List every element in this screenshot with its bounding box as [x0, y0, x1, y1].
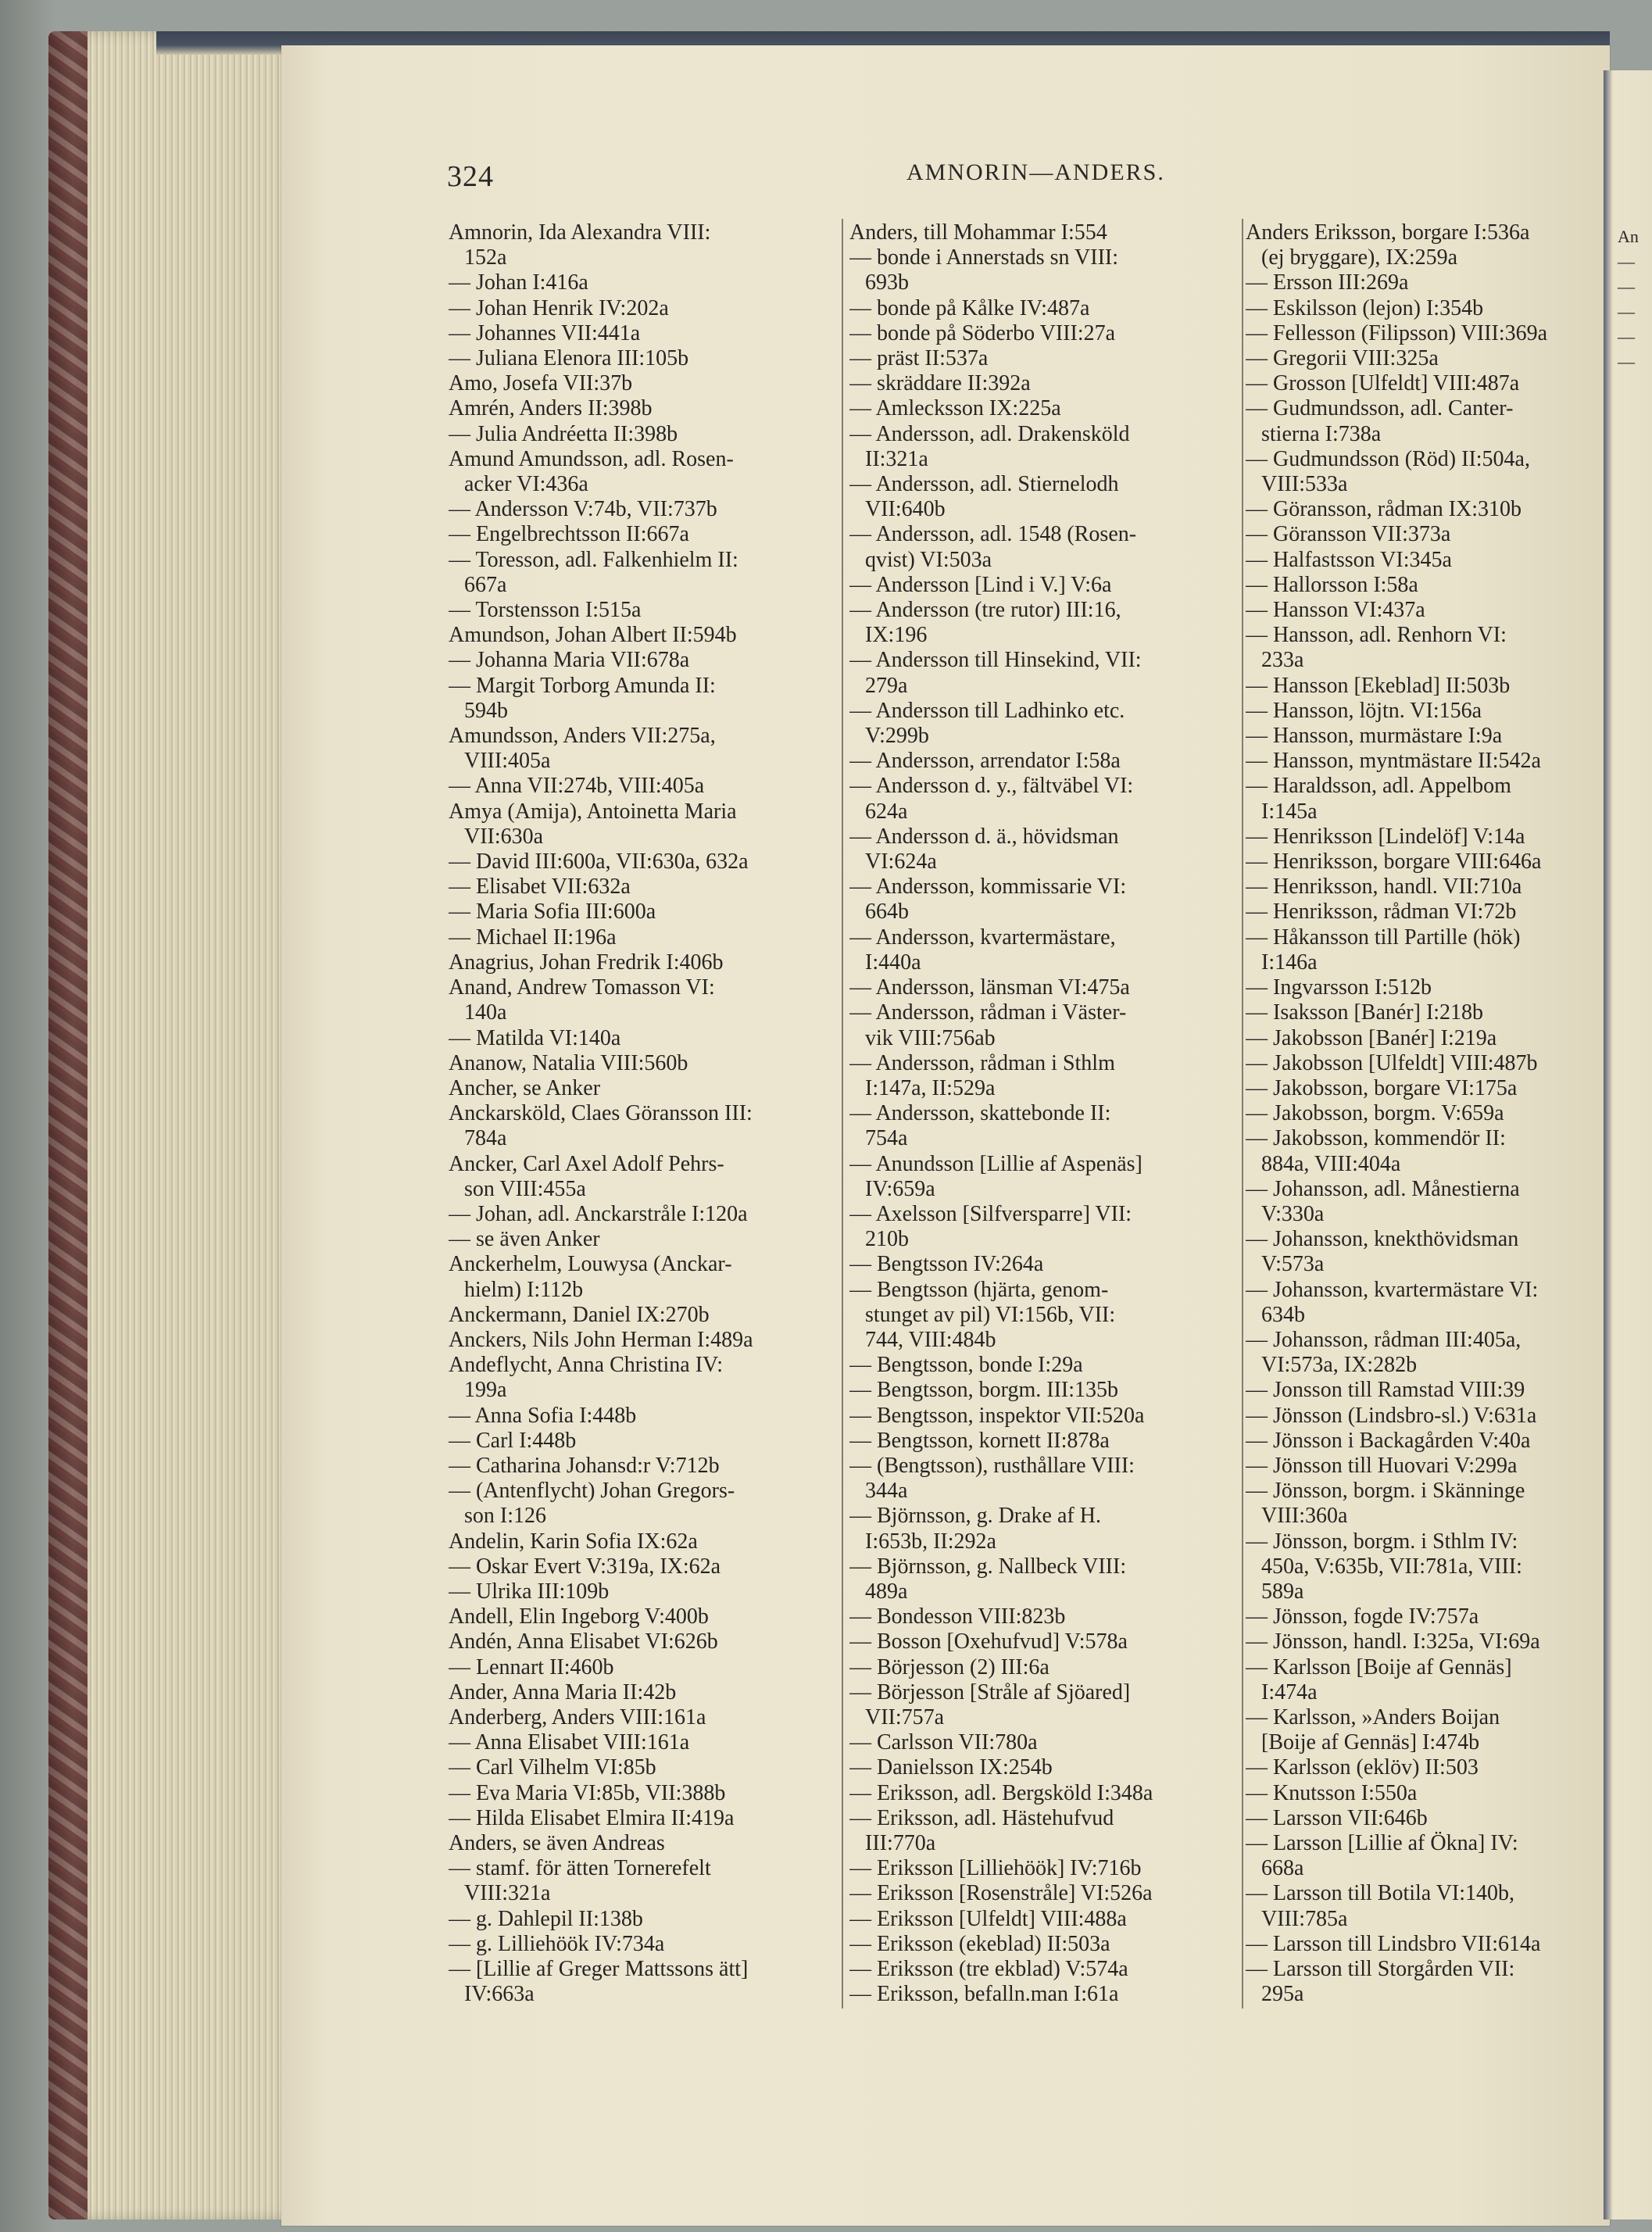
index-entry-line: — Jönsson, handl. I:325a, VI:69a [1246, 1629, 1540, 1654]
index-entry-line: — Bengtsson IV:264a [849, 1252, 1044, 1277]
index-entry-line: — Andersson V:74b, VII:737b [449, 497, 717, 522]
index-entry-line: — Carl I:448b [449, 1428, 577, 1453]
index-entry-line: — Halfastsson VI:345a [1246, 547, 1452, 572]
index-entry-line: — Larsson till Botila VI:140b, [1246, 1881, 1515, 1906]
index-entry-line: — Andersson till Ladhinko etc. [849, 698, 1125, 723]
index-entry-line: — Eriksson (tre ekblad) V:574a [849, 1957, 1128, 1982]
index-entry-line: V:573a [1261, 1252, 1325, 1277]
index-entry-line: 668a [1261, 1856, 1304, 1881]
index-entry-line: son I:126 [464, 1504, 546, 1529]
index-entry-line: vik VIII:756ab [865, 1025, 996, 1050]
index-entry-line: — bonde på Söderbo VIII:27a [849, 320, 1116, 345]
index-entry-line: — se även Anker [449, 1227, 600, 1252]
index-entry-line: — stamf. för ätten Tornerefelt [449, 1856, 711, 1881]
index-entry-line: III:770a [865, 1831, 936, 1855]
index-entry-line: — David III:600a, VII:630a, 632a [449, 850, 749, 875]
index-entry-line: — Anna VII:274b, VIII:405a [449, 774, 705, 799]
index-entry-line: — bonde i Annerstads sn VIII: [849, 245, 1118, 270]
index-entry-line: VII:640b [865, 497, 946, 522]
index-entry-line: 594b [464, 698, 508, 723]
index-entry-line: — Andersson, rådman i Sthlm [849, 1050, 1115, 1075]
index-entry-line: Anckerhelm, Louwysa (Anckar- [449, 1252, 732, 1277]
index-entry-line: — Göransson VII:373a [1246, 522, 1451, 547]
index-entry-line: — Karlsson (eklöv) II:503 [1246, 1755, 1479, 1780]
index-entry-line: — Ingvarsson I:512b [1246, 975, 1432, 1000]
index-entry-line: — Jonsson till Ramstad VIII:39 [1246, 1378, 1525, 1403]
index-entry-line: — Jakobsson, kommendör II: [1246, 1126, 1506, 1151]
index-entry-line: — Andersson, kvartermästare, [849, 925, 1116, 950]
index-entry-line: Anckermann, Daniel IX:270b [449, 1302, 710, 1327]
index-entry-line: Ancher, se Anker [449, 1075, 601, 1100]
index-entry-line: — Henriksson, rådman VI:72b [1246, 900, 1517, 925]
index-entry-line: Anders, till Mohammar I:554 [849, 220, 1107, 245]
index-entry-line: Amundsson, Anders VII:275a, [449, 724, 716, 749]
index-entry-line: — Oskar Evert V:319a, IX:62a [449, 1554, 721, 1579]
index-entry-line: — Julia Andréetta II:398b [449, 421, 678, 446]
index-entry-line: I:474a [1261, 1679, 1318, 1704]
index-entry-line: Amnorin, Ida Alexandra VIII: [449, 220, 711, 245]
index-entry-line: — (Bengtsson), rusthållare VIII: [849, 1453, 1135, 1478]
index-entry-line: — Bengtsson, inspektor VII:520a [849, 1403, 1145, 1428]
index-entry-line: VI:573a, IX:282b [1261, 1353, 1418, 1378]
index-entry-line: Andén, Anna Elisabet VI:626b [449, 1629, 718, 1654]
index-entry-line: — Johan I:416a [449, 270, 588, 295]
index-entry-line: — Jakobsson, borgm. V:659a [1246, 1101, 1504, 1126]
index-entry-line: — Andersson, arrendator I:58a [849, 749, 1121, 774]
index-entry-line: 624a [865, 799, 908, 824]
index-entry-line: — Andersson, länsman VI:475a [849, 975, 1130, 1000]
index-entry-line: Anckers, Nils John Herman I:489a [449, 1327, 753, 1352]
index-entry-line: — präst II:537a [849, 346, 989, 371]
index-entry-line: — Eriksson [Rosenstråle] VI:526a [849, 1881, 1153, 1906]
index-entry-line: — Göransson, rådman IX:310b [1246, 497, 1522, 522]
index-entry-line: — Johannes VII:441a [449, 320, 641, 345]
index-entry-line: — Ersson III:269a [1246, 270, 1409, 295]
index-entry-line: — Eriksson (ekeblad) II:503a [849, 1931, 1110, 1956]
index-entry-line: — Andersson d. ä., hövidsman [849, 824, 1119, 849]
facing-page-fragment: — [1618, 327, 1635, 346]
index-entry-line: — Eriksson, befalln.man I:61a [849, 1982, 1119, 2007]
facing-page-fragment: — [1618, 302, 1635, 321]
index-entry-line: — Gudmundsson (Röd) II:504a, [1246, 446, 1530, 471]
facing-page-edge [1604, 70, 1652, 2219]
index-entry-line: Anagrius, Johan Fredrik I:406b [449, 950, 724, 975]
index-entry-line: — Johan Henrik IV:202a [449, 295, 669, 320]
index-entry-line: 744, VIII:484b [865, 1327, 996, 1352]
index-entry-line: — Bondesson VIII:823b [849, 1604, 1066, 1629]
index-entry-line: — Andersson d. y., fältväbel VI: [849, 774, 1134, 799]
index-entry-line: — Börjesson (2) III:6a [849, 1654, 1049, 1679]
index-entry-line: — Anundsson [Lillie af Aspenäs] [849, 1151, 1142, 1176]
index-column-3 [1246, 220, 1602, 2007]
index-entry-line: son VIII:455a [464, 1176, 586, 1201]
index-entry-line: — Fellesson (Filipsson) VIII:369a [1246, 320, 1548, 345]
index-entry-line: — Henriksson [Lindelöf] V:14a [1246, 824, 1525, 849]
index-entry-line: — Anna Elisabet VIII:161a [449, 1730, 690, 1755]
index-entry-line: I:145a [1261, 799, 1318, 824]
index-entry-line: VII:757a [865, 1704, 945, 1729]
index-entry-line: — Henriksson, handl. VII:710a [1246, 875, 1522, 900]
index-entry-line: — Larsson [Lillie af Ökna] IV: [1246, 1831, 1518, 1855]
index-entry-line: Anand, Andrew Tomasson VI: [449, 975, 715, 1000]
index-entry-line: Ander, Anna Maria II:42b [449, 1679, 677, 1704]
index-entry-line: — Gregorii VIII:325a [1246, 346, 1439, 371]
index-entry-line: — Anna Sofia I:448b [449, 1403, 637, 1428]
index-entry-line: — Johansson, adl. Månestierna [1246, 1176, 1520, 1201]
index-entry-line: — Bengtsson, borgm. III:135b [849, 1378, 1119, 1403]
index-entry-line: qvist) VI:503a [865, 547, 992, 572]
index-entry-line: V:330a [1261, 1201, 1325, 1226]
index-entry-line: — Karlsson [Boije af Gennäs] [1246, 1654, 1512, 1679]
index-entry-line: — Andersson, adl. Stiernelodh [849, 472, 1119, 497]
index-entry-line: — Larsson VII:646b [1246, 1805, 1428, 1830]
index-entry-line: Andell, Elin Ingeborg V:400b [449, 1604, 709, 1629]
index-entry-line: — Jönsson, borgm. i Skänninge [1246, 1479, 1525, 1504]
index-entry-line: — Jönsson (Lindsbro-sl.) V:631a [1246, 1403, 1537, 1428]
facing-page-fragment: — [1618, 352, 1635, 371]
index-entry-line: — g. Lilliehöök IV:734a [449, 1931, 665, 1956]
index-entry-line: — Engelbrechtsson II:667a [449, 522, 689, 547]
index-entry-line: hielm) I:112b [464, 1277, 584, 1302]
index-entry-line: — Margit Torborg Amunda II: [449, 673, 716, 698]
index-entry-line: — Jakobsson [Ulfeldt] VIII:487b [1246, 1050, 1538, 1075]
facing-page-fragment: — [1618, 252, 1635, 271]
index-entry-line: VIII:405a [464, 749, 551, 774]
index-entry-line: — Bengtsson, kornett II:878a [849, 1428, 1110, 1453]
column-rule-2 [1242, 219, 1243, 2008]
page-edges [88, 31, 299, 2219]
index-entry-line: — Carlsson VII:780a [849, 1730, 1038, 1755]
index-entry-line: — Eriksson, adl. Hästehufvud [849, 1805, 1114, 1830]
index-entry-line: — Isaksson [Banér] I:218b [1246, 1000, 1484, 1025]
index-entry-line: 233a [1261, 648, 1304, 673]
index-entry-line: — Henriksson, borgare VIII:646a [1246, 850, 1542, 875]
index-entry-line: Amund Amundsson, adl. Rosen- [449, 446, 734, 471]
running-head: AMNORIN—ANDERS. [906, 159, 1165, 185]
index-entry-line: Ananow, Natalia VIII:560b [449, 1050, 688, 1075]
index-entry-line: Amundson, Johan Albert II:594b [449, 623, 737, 648]
index-entry-line: VIII:785a [1261, 1906, 1348, 1931]
index-entry-line: 884a, VIII:404a [1261, 1151, 1401, 1176]
index-entry-line: — g. Dahlepil II:138b [449, 1906, 643, 1931]
index-entry-line: Andelin, Karin Sofia IX:62a [449, 1529, 698, 1554]
index-entry-line: — Toresson, adl. Falkenhielm II: [449, 547, 738, 572]
index-entry-line: — Hallorsson I:58a [1246, 572, 1418, 597]
index-entry-line: — Eriksson [Lilliehöök] IV:716b [849, 1856, 1142, 1881]
index-entry-line: — Matilda VI:140a [449, 1025, 621, 1050]
index-entry-line: Anckarsköld, Claes Göransson III: [449, 1101, 753, 1126]
page-number: 324 [447, 160, 494, 193]
index-entry-line: — Jakobsson [Banér] I:219a [1246, 1025, 1497, 1050]
index-entry-line: — Michael II:196a [449, 925, 617, 950]
index-entry-line: 784a [464, 1126, 507, 1151]
index-entry-line: 295a [1261, 1982, 1304, 2007]
index-entry-line: [Boije af Gennäs] I:474b [1261, 1730, 1480, 1755]
index-entry-line: Anders Eriksson, borgare I:536a [1246, 220, 1530, 245]
index-entry-line: 199a [464, 1378, 507, 1403]
index-entry-line: Anderberg, Anders VIII:161a [449, 1704, 706, 1729]
index-entry-line: — Björnsson, g. Nallbeck VIII: [849, 1554, 1127, 1579]
index-entry-line: — Eriksson, adl. Bergsköld I:348a [849, 1780, 1153, 1805]
index-entry-line: VII:630a [464, 824, 544, 849]
column-rule-1 [842, 219, 843, 2008]
index-entry-line: — Lennart II:460b [449, 1654, 614, 1679]
index-entry-line: — Maria Sofia III:600a [449, 900, 656, 925]
index-entry-line: — Elisabet VII:632a [449, 875, 631, 900]
index-entry-line: acker VI:436a [464, 472, 588, 497]
index-entry-line: — Bengtsson, bonde I:29a [849, 1353, 1083, 1378]
index-entry-line: Anders, se även Andreas [449, 1831, 665, 1855]
index-entry-line: — Ulrika III:109b [449, 1579, 610, 1604]
facing-page-fragment: An [1618, 227, 1639, 246]
index-entry-line: I:147a, II:529a [865, 1075, 996, 1100]
index-column-2 [849, 220, 1230, 2007]
index-entry-line: — Bosson [Oxehufvud] V:578a [849, 1629, 1128, 1654]
index-entry-line: — Eva Maria VI:85b, VII:388b [449, 1780, 726, 1805]
index-entry-line: 344a [865, 1479, 908, 1504]
index-entry-line: — Karlsson, »Anders Boijan [1246, 1704, 1500, 1729]
index-entry-line: — Hansson, myntmästare II:542a [1246, 749, 1541, 774]
index-entry-line: IV:663a [464, 1982, 535, 2007]
index-entry-line: (ej bryggare), IX:259a [1261, 245, 1458, 270]
index-entry-line: — Haraldsson, adl. Appelbom [1246, 774, 1511, 799]
index-entry-line: — Hansson [Ekeblad] II:503b [1246, 673, 1511, 698]
index-entry-line: — Carl Vilhelm VI:85b [449, 1755, 656, 1780]
index-entry-line: — Andersson, adl. Drakensköld [849, 421, 1130, 446]
index-entry-line: 450a, V:635b, VII:781a, VIII: [1261, 1554, 1522, 1579]
index-entry-line: — Björnsson, g. Drake af H. [849, 1504, 1101, 1529]
index-entry-line: 693b [865, 270, 909, 295]
index-entry-line: — bonde på Kålke IV:487a [849, 295, 1090, 320]
index-entry-line: IV:659a [865, 1176, 935, 1201]
index-entry-line: — Eriksson [Ulfeldt] VIII:488a [849, 1906, 1127, 1931]
index-entry-line: — Torstensson I:515a [449, 598, 642, 623]
index-entry-line: — Andersson, kommissarie VI: [849, 875, 1127, 900]
index-entry-line: — Andersson, rådman i Väster- [849, 1000, 1127, 1025]
index-entry-line: I:146a [1261, 950, 1318, 975]
index-entry-line: 634b [1261, 1302, 1305, 1327]
index-entry-line: — Larsson till Storgården VII: [1246, 1957, 1515, 1982]
index-entry-line: — Larsson till Lindsbro VII:614a [1246, 1931, 1541, 1956]
index-entry-line: 667a [464, 572, 507, 597]
index-entry-line: 210b [865, 1227, 909, 1252]
index-entry-line: 589a [1261, 1579, 1304, 1604]
index-entry-line: — Danielsson IX:254b [849, 1755, 1053, 1780]
index-entry-line: — Amlecksson IX:225a [849, 396, 1061, 421]
index-entry-line: — Jönsson till Huovari V:299a [1246, 1453, 1518, 1478]
index-entry-line: — Hansson, löjtn. VI:156a [1246, 698, 1482, 723]
index-entry-line: VI:624a [865, 850, 937, 875]
index-column-1 [449, 220, 824, 2007]
index-entry-line: — Hansson, murmästare I:9a [1246, 724, 1503, 749]
index-entry-line: 140a [464, 1000, 507, 1025]
index-entry-line: — Johansson, knekthövidsman [1246, 1227, 1519, 1252]
index-entry-line: — Grosson [Ulfeldt] VIII:487a [1246, 371, 1520, 396]
index-entry-line: — Jönsson i Backagården V:40a [1246, 1428, 1531, 1453]
index-entry-line: 754a [865, 1126, 908, 1151]
index-entry-line: — Johansson, kvartermästare VI: [1246, 1277, 1539, 1302]
index-entry-line: VIII:533a [1261, 472, 1348, 497]
index-entry-line: — [Lillie af Greger Mattssons ätt] [449, 1957, 749, 1982]
index-entry-line: 664b [865, 900, 909, 925]
index-entry-line: Ancker, Carl Axel Adolf Pehrs- [449, 1151, 724, 1176]
index-entry-line: 279a [865, 673, 908, 698]
index-entry-line: — Hansson VI:437a [1246, 598, 1425, 623]
index-entry-line: — Jakobsson, borgare VI:175a [1246, 1075, 1518, 1100]
index-entry-line: Amya (Amija), Antoinetta Maria [449, 799, 737, 824]
index-entry-line: — Eskilsson (lejon) I:354b [1246, 295, 1484, 320]
index-entry-line: — Axelsson [Silfversparre] VII: [849, 1201, 1132, 1226]
index-entry-line: Amrén, Anders II:398b [449, 396, 653, 421]
index-entry-line: — Andersson, skattebonde II: [849, 1101, 1111, 1126]
index-entry-line: 489a [865, 1579, 908, 1604]
index-entry-line: V:299b [865, 724, 929, 749]
index-entry-line: — skräddare II:392a [849, 371, 1031, 396]
index-entry-line: — Andersson, adl. 1548 (Rosen- [849, 522, 1137, 547]
index-entry-line: I:653b, II:292a [865, 1529, 996, 1554]
index-entry-line: — Johan, adl. Anckarstråle I:120a [449, 1201, 748, 1226]
index-entry-line: — Gudmundsson, adl. Canter- [1246, 396, 1514, 421]
index-entry-line: — Johanna Maria VII:678a [449, 648, 690, 673]
facing-page-fragment: — [1618, 277, 1635, 296]
index-entry-line: IX:196 [865, 623, 928, 648]
index-entry-line: Amo, Josefa VII:37b [449, 371, 633, 396]
index-entry-line: — Jönsson, borgm. i Sthlm IV: [1246, 1529, 1518, 1554]
index-entry-line: — Hilda Elisabet Elmira II:419a [449, 1805, 735, 1830]
index-entry-line: — Hansson, adl. Renhorn VI: [1246, 623, 1507, 648]
index-entry-line: 152a [464, 245, 507, 270]
index-entry-line: — Andersson till Hinsekind, VII: [849, 648, 1142, 673]
index-entry-line: Andeflycht, Anna Christina IV: [449, 1353, 723, 1378]
index-entry-line: — Jönsson, fogde IV:757a [1246, 1604, 1479, 1629]
index-entry-line: stierna I:738a [1261, 421, 1382, 446]
index-entry-line: II:321a [865, 446, 928, 471]
index-entry-line: — Juliana Elenora III:105b [449, 346, 689, 371]
index-entry-line: — Andersson [Lind i V.] V:6a [849, 572, 1112, 597]
index-entry-line: stunget av pil) VI:156b, VII: [865, 1302, 1116, 1327]
index-entry-line: — Bengtsson (hjärta, genom- [849, 1277, 1109, 1302]
index-entry-line: I:440a [865, 950, 921, 975]
index-entry-line: — Håkansson till Partille (hök) [1246, 925, 1521, 950]
index-entry-line: VIII:321a [464, 1881, 551, 1906]
index-entry-line: — Johansson, rådman III:405a, [1246, 1327, 1521, 1352]
index-entry-line: — Catharina Johansd:r V:712b [449, 1453, 720, 1478]
index-entry-line: — Knutsson I:550a [1246, 1780, 1418, 1805]
index-entry-line: — Börjesson [Stråle af Sjöared] [849, 1679, 1131, 1704]
index-entry-line: VIII:360a [1261, 1504, 1348, 1529]
index-entry-line: — (Antenflycht) Johan Gregors- [449, 1479, 735, 1504]
index-entry-line: — Andersson (tre rutor) III:16, [849, 598, 1121, 623]
